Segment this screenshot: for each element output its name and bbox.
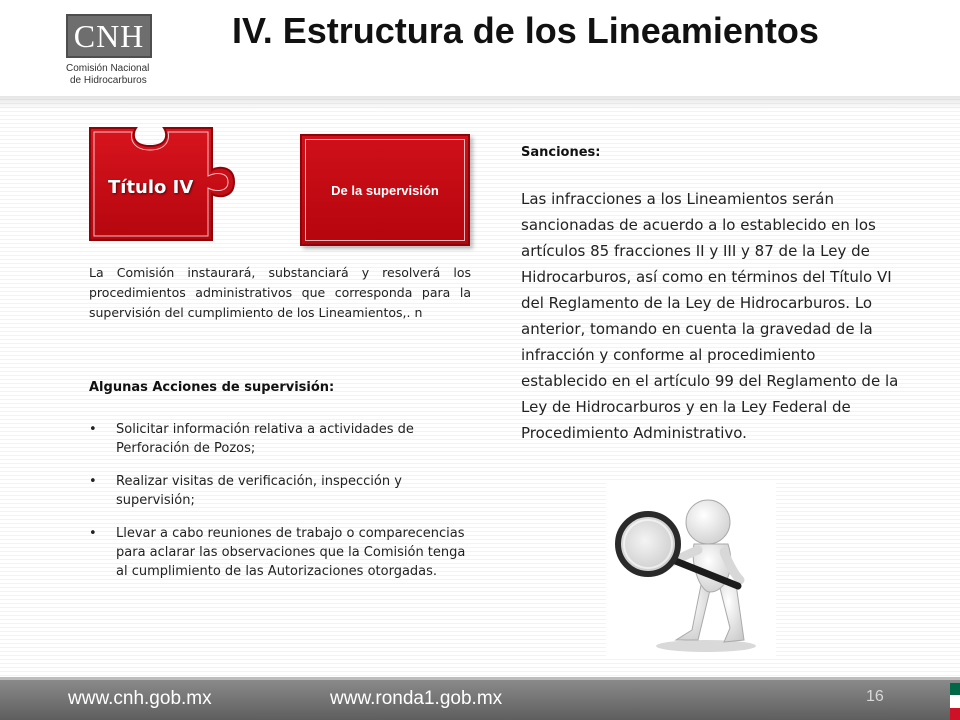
sanctions-paragraph: Las infracciones a los Lineamientos serán sancionadas de acuerdo a lo establecido en los artículos 85 fracciones II y III y 87 de la Ley de Hidrocarburos, así como en términos del Título VI del Reglamento de la Ley de Hidrocarburos. Lo anterior, tomando en cuenta la gravedad de la infracción y conforme al procedimiento establecido en el artículo 99 del Reglamento de la Ley de Hidrocarburos y en la Ley Federal de Procedimiento Administrativo.: [521, 190, 899, 442]
magnifying-glass-figure-icon: [606, 480, 776, 656]
slide-title: IV. Estructura de los Lineamientos: [232, 10, 819, 51]
logo-subtitle: [66, 63, 176, 87]
list-item: [89, 524, 471, 581]
cnh-logo: [66, 14, 152, 58]
list-item: [89, 420, 471, 458]
supervision-box-label: De la supervisión: [331, 182, 439, 198]
logo-text: CNH: [73, 17, 145, 54]
logo-subtitle-line1: Comisión Nacional: [66, 63, 150, 74]
illustration: [606, 480, 776, 656]
supervision-paragraph: La Comisión instaurará, substanciará y resolverá los procedimientos administrativos que corresponda para la supervisión del cumplimiento de los Lineamientos,. n: [89, 265, 471, 320]
bullet-icon: •: [89, 526, 97, 541]
supervision-box: [300, 134, 470, 246]
page-number: 16: [866, 688, 884, 705]
flag-stripe-green: [950, 683, 960, 695]
bullet-icon: •: [89, 422, 97, 437]
sanctions-heading: Sanciones:: [521, 145, 601, 160]
list-item-text: Llevar a cabo reuniones de trabajo o comparecencias para aclarar las observaciones que la Comisión tenga al cumplimiento de las Autorizaciones otorgadas.: [116, 526, 466, 579]
actions-list: [89, 420, 471, 595]
footer-link-ronda1[interactable]: www.ronda1.gob.mx: [330, 688, 503, 709]
list-item: [89, 472, 471, 510]
list-item-text: Solicitar información relativa a actividades de Perforación de Pozos;: [116, 422, 414, 456]
bullet-icon: •: [89, 474, 97, 489]
footer-link-cnh[interactable]: www.cnh.gob.mx: [68, 688, 212, 709]
header-shadow: [0, 96, 960, 110]
list-item-text: Realizar visitas de verificación, inspección y supervisión;: [116, 474, 402, 508]
flag-stripe-white: [950, 695, 960, 707]
actions-heading: Algunas Acciones de supervisión:: [89, 380, 335, 395]
puzzle-label: Título IV: [108, 177, 194, 198]
mexico-flag-icon: [950, 683, 960, 720]
flag-stripe-red: [950, 708, 960, 720]
logo-subtitle-line2: de Hidrocarburos: [70, 75, 147, 86]
